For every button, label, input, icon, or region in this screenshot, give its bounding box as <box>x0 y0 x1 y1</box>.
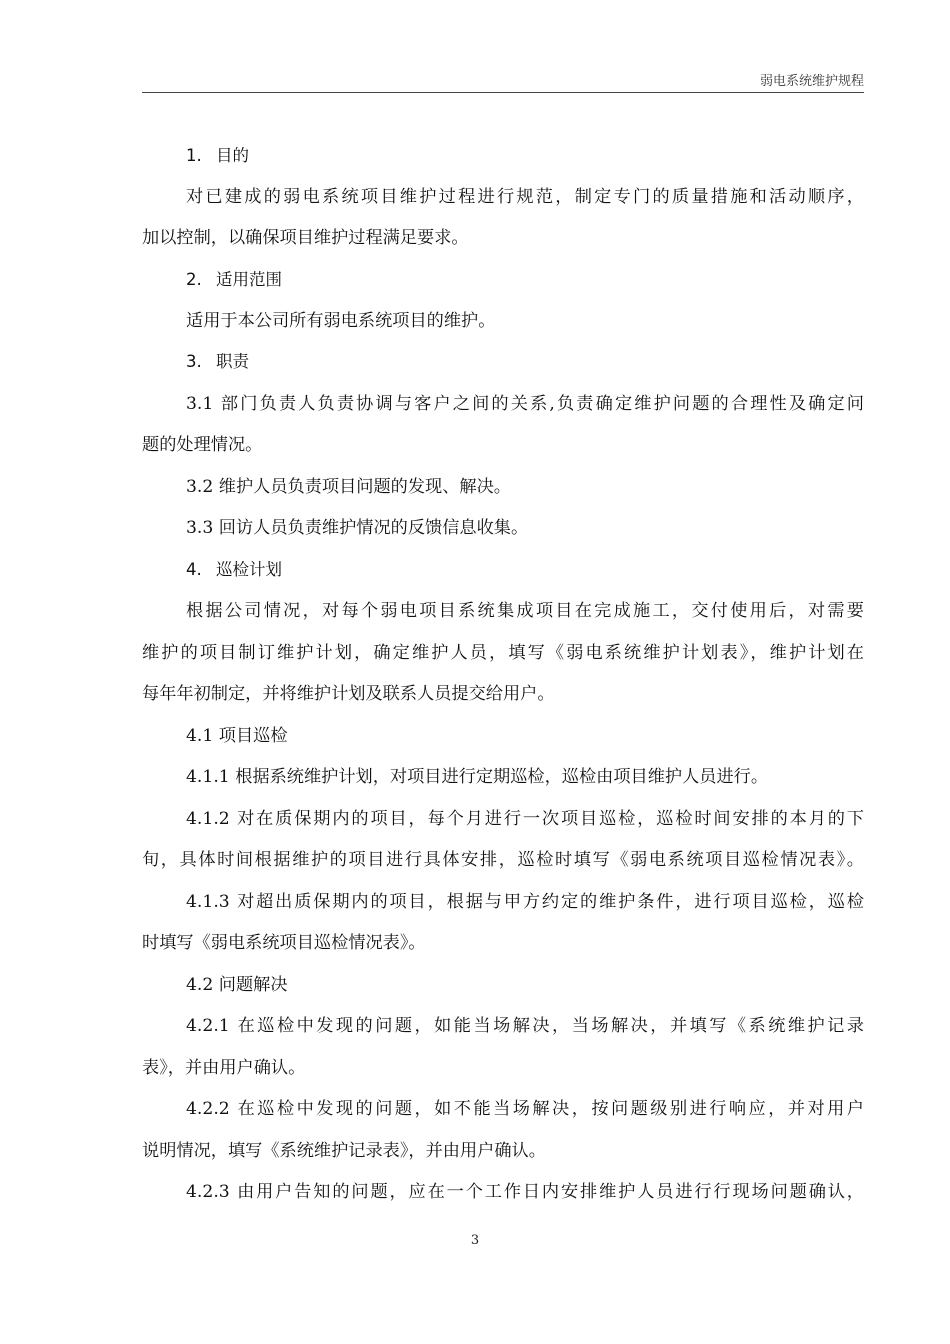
paragraph-line: 4.1.3 对超出质保期内的项目，根据与甲方约定的维护条件，进行项目巡检，巡检 <box>186 892 864 912</box>
paragraph-line: 每年年初制定，并将维护计划及联系人员提交给用户。 <box>142 684 555 704</box>
section-number: 2. <box>186 270 202 289</box>
paragraph-line: 时填写《弱电系统项目巡检情况表》。 <box>142 933 426 953</box>
paragraph-line: 4.1.2 对在质保期内的项目，每个月进行一次项目巡检，巡检时间安排的本月的下 <box>186 809 864 829</box>
paragraph-line: 根据公司情况，对每个弱电项目系统集成项目在完成施工，交付使用后，对需要 <box>186 601 864 621</box>
paragraph-line: 维护的项目制订维护计划，确定维护人员，填写《弱电系统维护计划表》，维护计划在 <box>142 643 864 663</box>
section-number: 3. <box>186 352 202 371</box>
section-heading-3 <box>142 350 864 374</box>
paragraph-line: 4.2.2 在巡检中发现的问题，如不能当场解决，按问题级别进行响应，并对用户 <box>186 1099 864 1119</box>
subsection-heading: 4.1 项目巡检 <box>186 726 288 746</box>
section-number: 1. <box>186 146 202 165</box>
paragraph-line: 表》，并由用户确认。 <box>142 1058 306 1078</box>
section-title: 巡检计划 <box>216 560 282 579</box>
running-header-title: 弱电系统维护规程 <box>759 74 864 89</box>
section-title: 目的 <box>216 146 249 165</box>
subsection-heading: 4.2 问题解决 <box>186 975 288 995</box>
paragraph-line: 适用于本公司所有弱电系统项目的维护。 <box>186 311 496 331</box>
page-number: 3 <box>470 1233 480 1248</box>
paragraph-line: 加以控制，以确保项目维护过程满足要求。 <box>142 228 469 248</box>
section-heading-2 <box>142 268 864 292</box>
section-title: 适用范围 <box>216 270 282 289</box>
paragraph-line: 3.2 维护人员负责项目问题的发现、解决。 <box>186 477 511 497</box>
paragraph-line: 3.3 回访人员负责维护情况的反馈信息收集。 <box>186 518 529 538</box>
section-heading-1 <box>142 144 864 168</box>
paragraph-line: 对已建成的弱电系统项目维护过程进行规范，制定专门的质量措施和活动顺序， <box>186 187 864 207</box>
paragraph-line: 4.1.1 根据系统维护计划，对项目进行定期巡检，巡检由项目维护人员进行。 <box>186 767 769 787</box>
paragraph-line: 说明情况，填写《系统维护记录表》，并由用户确认。 <box>142 1141 546 1161</box>
section-heading-4 <box>142 558 864 582</box>
paragraph-line: 4.2.3 由用户告知的问题，应在一个工作日内安排维护人员进行行现场问题确认， <box>186 1182 864 1202</box>
paragraph-line: 3.1 部门负责人负责协调与客户之间的关系,负责确定维护问题的合理性及确定问 <box>186 394 864 414</box>
section-number: 4. <box>186 560 202 579</box>
paragraph-line: 旬，具体时间根据维护的项目进行具体安排，巡检时填写《弱电系统项目巡检情况表》。 <box>142 850 864 870</box>
section-title: 职责 <box>216 352 249 371</box>
paragraph-line: 题的处理情况。 <box>142 435 263 455</box>
header-divider <box>142 92 864 93</box>
paragraph-line: 4.2.1 在巡检中发现的问题，如能当场解决，当场解决，并填写《系统维护记录 <box>186 1016 864 1036</box>
